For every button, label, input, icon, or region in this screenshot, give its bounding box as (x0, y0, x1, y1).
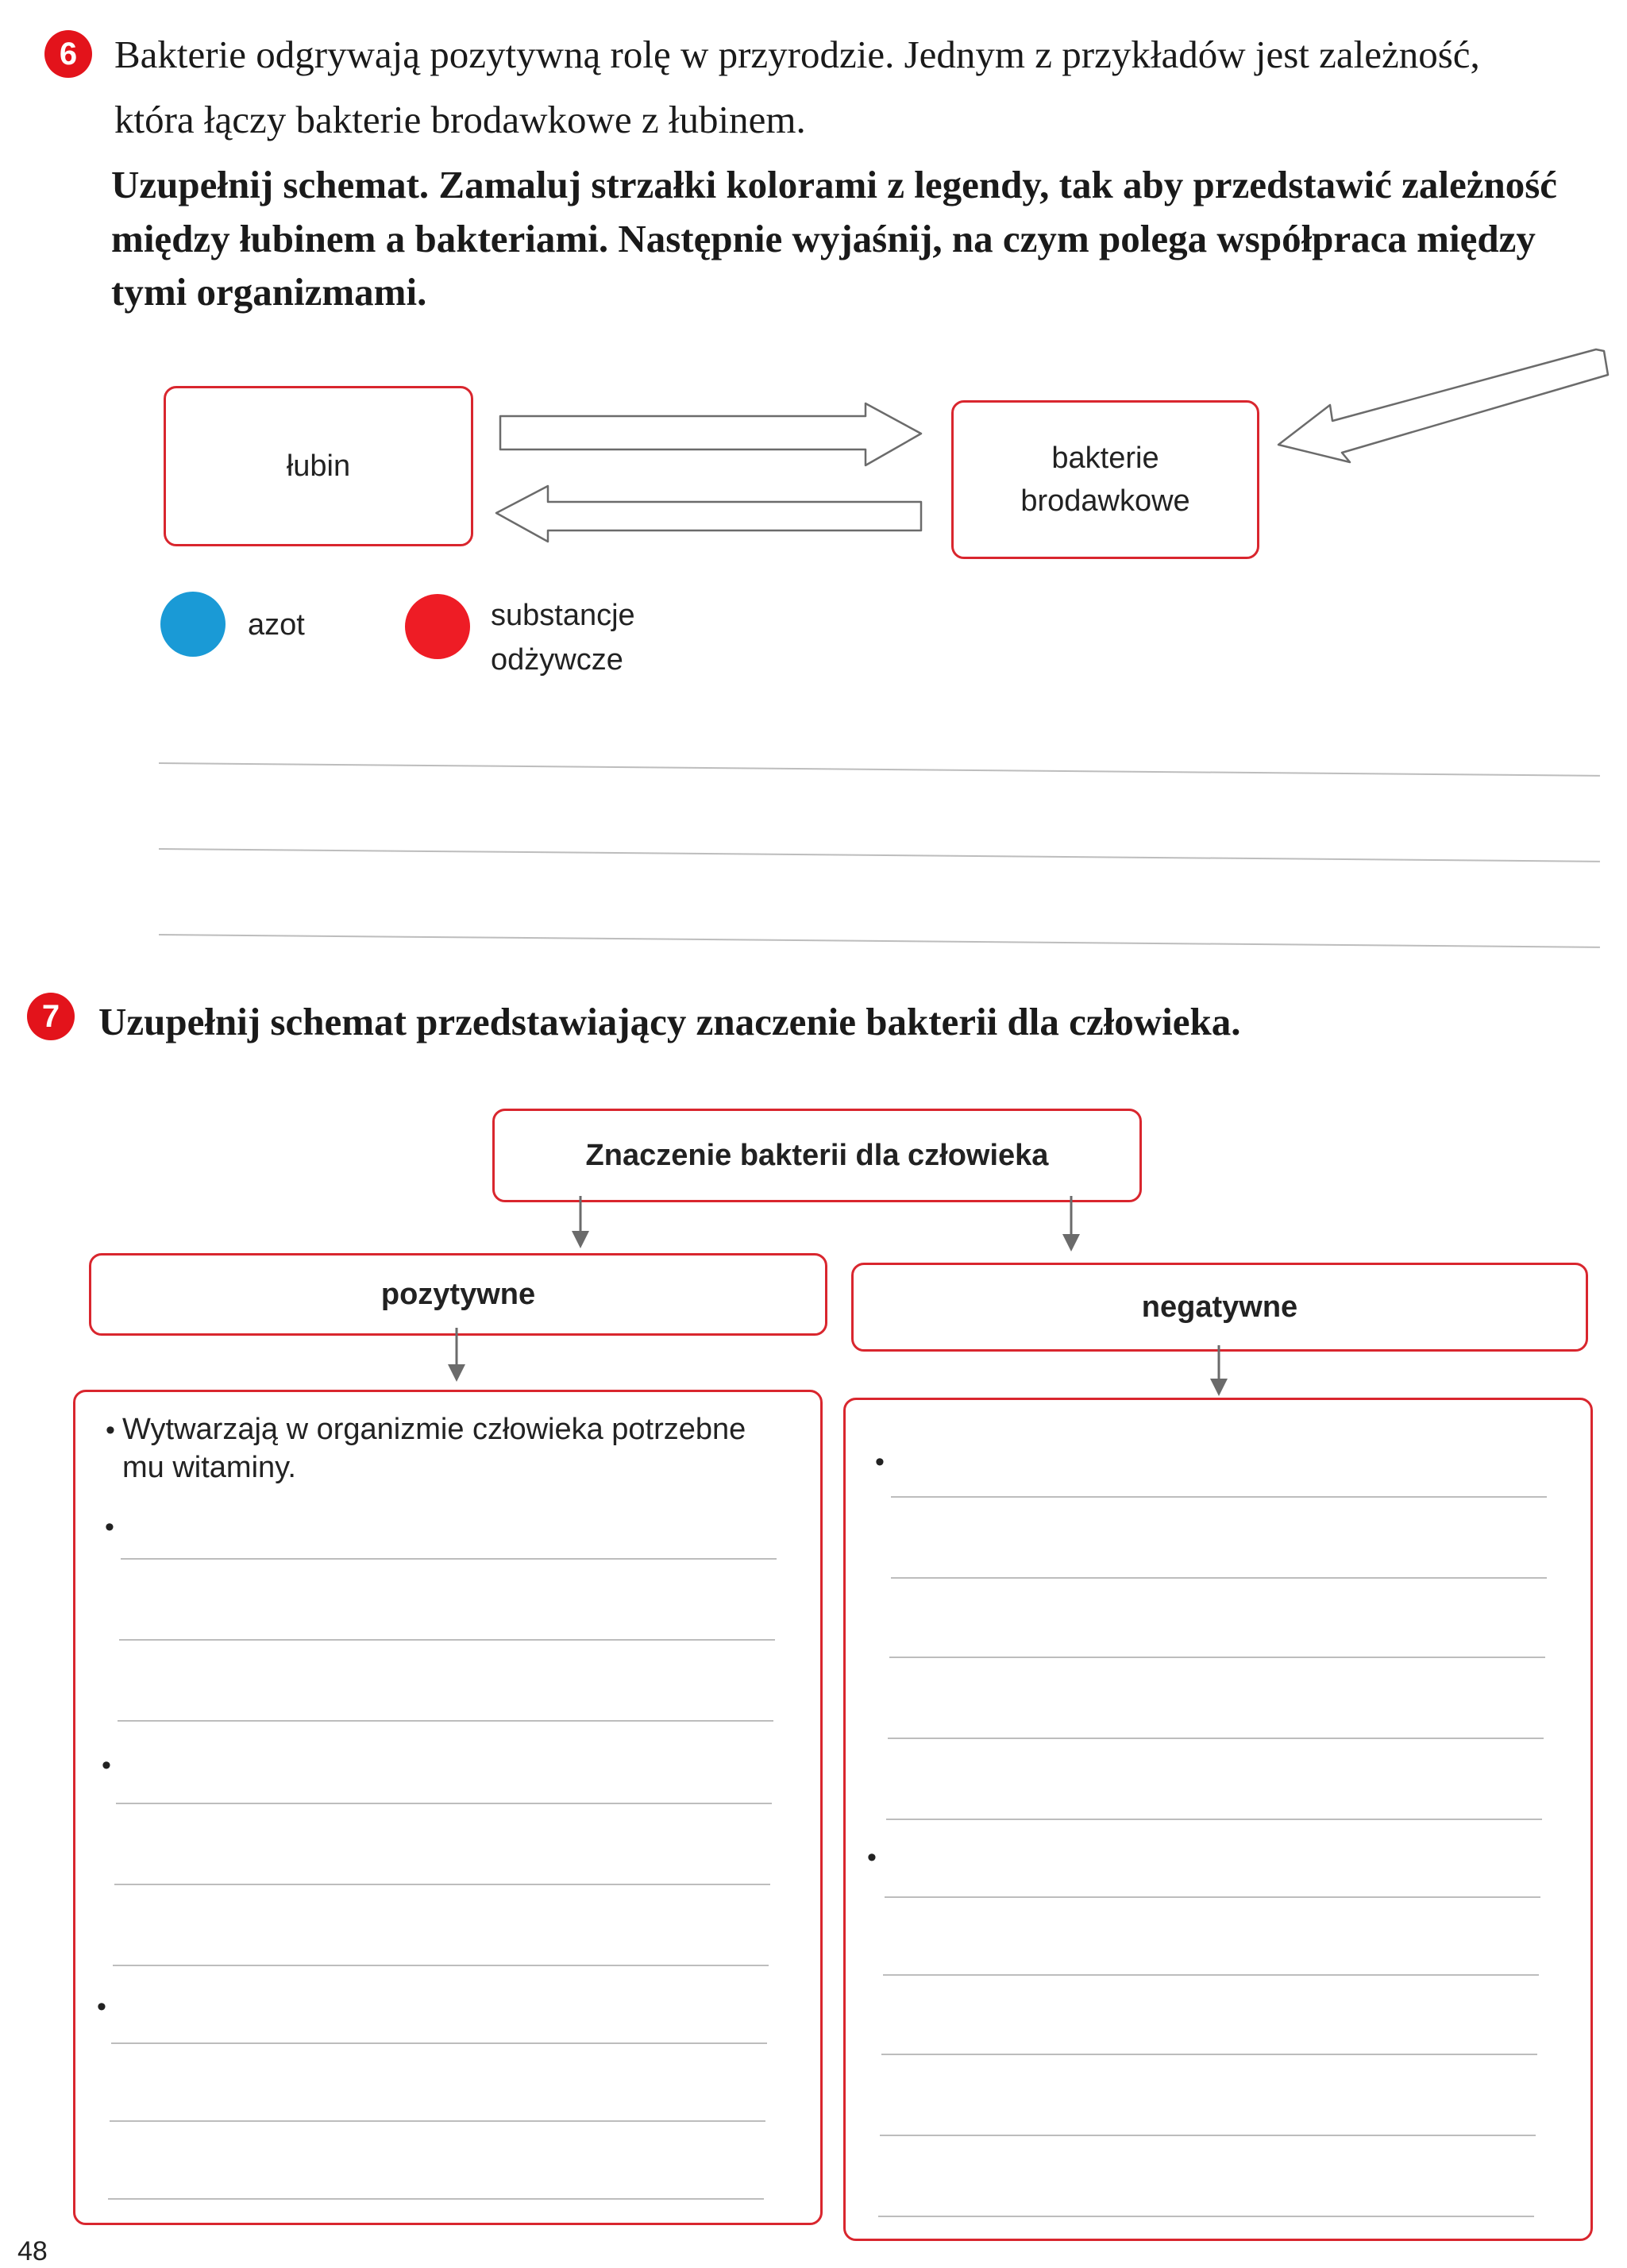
arrow-down-icon (1207, 1345, 1231, 1399)
task-6-number-badge: 6 (44, 30, 92, 78)
arrow-lupin-to-bacteria[interactable] (492, 397, 929, 476)
bullet: • (97, 1992, 106, 2022)
task-7-number-badge: 7 (27, 993, 75, 1040)
positive-example-line-2: mu witaminy. (122, 1451, 296, 1484)
answer-line[interactable] (881, 2054, 1537, 2055)
answer-line[interactable] (878, 2216, 1534, 2217)
answer-line[interactable] (159, 762, 1600, 777)
task-6-instruction-line-2: między łubinem a bakteriami. Następnie wyjaśnij, na czym polega współpraca między (111, 217, 1536, 260)
arrow-bacteria-to-lupin[interactable] (488, 475, 933, 554)
nodule-bacteria-label-line-2: brodawkowe (1020, 484, 1190, 518)
answer-line[interactable] (118, 1720, 773, 1722)
task-6-instruction-line-1: Uzupełnij schemat. Zamaluj strzałki kolorami z legendy, tak aby przedstawić zależność (111, 163, 1558, 206)
nodule-bacteria-box (951, 400, 1259, 559)
answer-line[interactable] (159, 848, 1600, 862)
answer-line[interactable] (880, 2135, 1536, 2136)
positive-list-box (73, 1390, 823, 2225)
page-number: 48 (17, 2236, 48, 2266)
legend-nitrogen-label: azot (248, 608, 305, 642)
bullet: • (106, 1415, 115, 1445)
negative-header-box: negatywne (851, 1263, 1588, 1352)
answer-line[interactable] (891, 1577, 1547, 1579)
legend-nitrogen-dot (160, 592, 226, 657)
nodule-bacteria-label-line-1: bakterie (1051, 442, 1159, 475)
answer-line[interactable] (883, 1974, 1539, 1976)
arrow-down-icon (569, 1196, 592, 1252)
task-6-intro-line-2: która łączy bakterie brodawkowe z łubinem. (114, 98, 806, 141)
arrow-into-bacteria[interactable] (1270, 341, 1612, 472)
bullet: • (875, 1447, 885, 1477)
answer-line[interactable] (113, 1965, 769, 1966)
positive-header-box: pozytywne (89, 1253, 827, 1336)
task-7-instruction: Uzupełnij schemat przedstawiający znaczenie bakterii dla człowieka. (98, 1000, 1241, 1043)
answer-line[interactable] (114, 1884, 770, 1885)
answer-line[interactable] (116, 1803, 772, 1804)
answer-line[interactable] (119, 1639, 775, 1641)
answer-line[interactable] (111, 2042, 767, 2044)
answer-line[interactable] (886, 1819, 1542, 1820)
legend-nutrients-label-line-1: substancje (491, 599, 635, 632)
arrow-down-icon (445, 1328, 468, 1385)
answer-line[interactable] (108, 2198, 764, 2200)
answer-line[interactable] (891, 1496, 1547, 1498)
answer-line[interactable] (888, 1738, 1544, 1739)
lupin-label: łubin (286, 449, 351, 483)
task-6-intro-line-1: Bakterie odgrywają pozytywną rolę w przyrodzie. Jednym z przykładów jest zależność, (114, 33, 1480, 76)
answer-line[interactable] (121, 1558, 777, 1560)
answer-line[interactable] (159, 934, 1600, 948)
legend-nutrients-label-line-2: odżywcze (491, 643, 623, 677)
answer-line[interactable] (885, 1896, 1540, 1898)
bullet: • (867, 1842, 877, 1873)
answer-line[interactable] (110, 2120, 765, 2122)
arrow-down-icon (1059, 1196, 1083, 1255)
bacteria-significance-box: Znaczenie bakterii dla człowieka (492, 1109, 1142, 1202)
bullet: • (105, 1512, 114, 1542)
legend-nutrients-dot (405, 594, 470, 659)
lupin-box (164, 386, 473, 546)
answer-line[interactable] (889, 1657, 1545, 1658)
task-6-instruction-line-3: tymi organizmami. (111, 270, 427, 314)
bullet: • (102, 1750, 111, 1780)
positive-example-line-1: Wytwarzają w organizmie człowieka potrzebne (122, 1413, 746, 1446)
